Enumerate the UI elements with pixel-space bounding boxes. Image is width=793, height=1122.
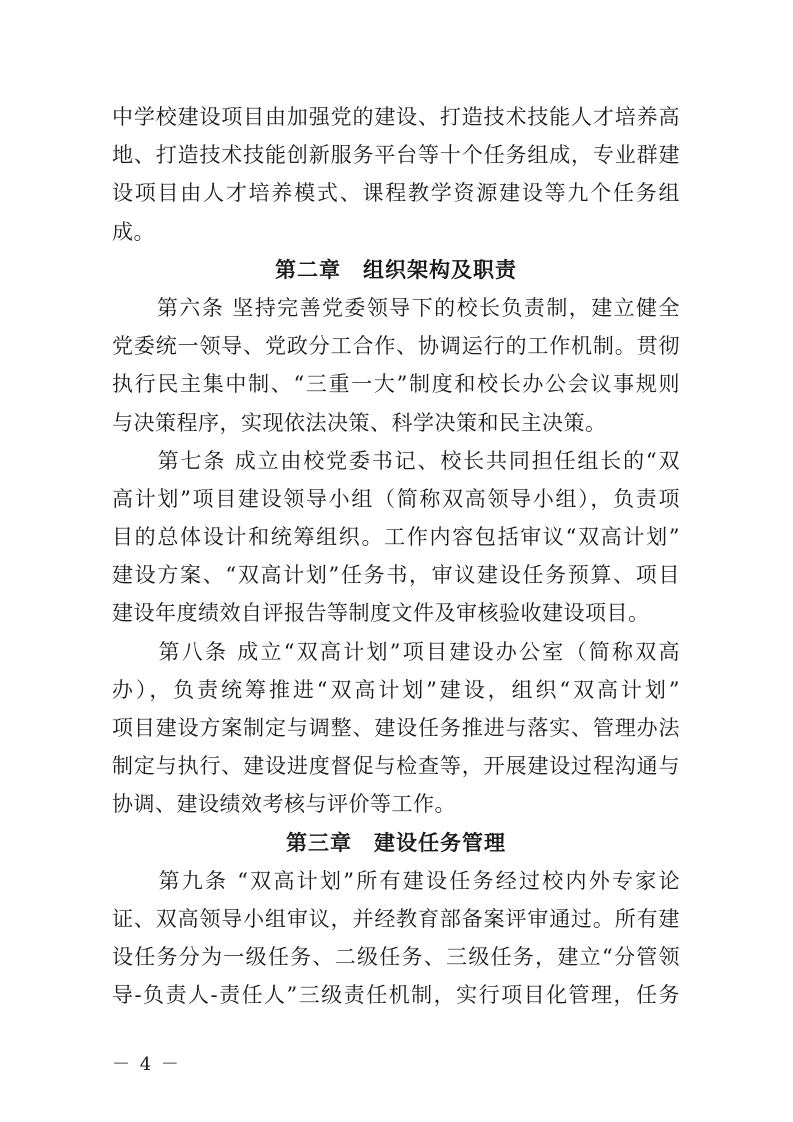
text-line: 执行民主集中制、“三重一大”制度和校长办公会议事规则: [112, 372, 680, 397]
text-line: 导-负责人-责任人”三级责任机制，实行项目化管理，任务: [112, 983, 680, 1008]
text-line: 目的总体设计和统筹组织。工作内容包括审议“双高计划”: [112, 525, 680, 550]
text-line: 第八条 成立“双高计划”项目建设办公室（简称双高: [112, 639, 680, 664]
text-line: 成。: [112, 219, 155, 244]
text-line: 项目建设方案制定与调整、建设任务推进与落实、管理办法: [112, 716, 680, 740]
text-line: 第六条 坚持完善党委领导下的校长负责制，建立健全: [112, 295, 680, 320]
chapter-heading: 第三章 建设任务管理: [286, 830, 506, 855]
paragraph: [112, 98, 680, 251]
paragraph: [112, 862, 680, 1015]
text-line: 协调、建设绩效考核与评价等工作。: [112, 792, 456, 817]
text-line: 第九条 “双高计划”所有建设任务经过校内外专家论: [112, 868, 680, 893]
text-line: 制定与执行、建设进度督促与检查等，开展建设过程沟通与: [112, 754, 680, 779]
page-number: － 4 －: [112, 1054, 181, 1075]
paragraph: [112, 289, 680, 442]
paragraph: [112, 633, 680, 824]
text-line: 建设方案、“双高计划”任务书，审议建设任务预算、项目: [112, 563, 680, 588]
text-line: 中学校建设项目由加强党的建设、打造技术技能人才培养高: [112, 105, 680, 129]
text-line: 设项目由人才培养模式、课程教学资源建设等九个任务组: [112, 181, 680, 206]
text-line: 建设年度绩效自评报告等制度文件及审核验收建设项目。: [112, 601, 650, 626]
text-line: 地、打造技术技能创新服务平台等十个任务组成，专业群建: [112, 143, 680, 168]
text-line: 党委统一领导、党政分工合作、协调运行的工作机制。贯彻: [112, 334, 680, 359]
text-line: 第七条 成立由校党委书记、校长共同担任组长的“双: [112, 448, 680, 473]
chapter-heading: 第二章 组织架构及职责: [275, 257, 517, 282]
document-body: [112, 98, 680, 1015]
text-line: 与决策程序，实现依法决策、科学决策和民主决策。: [112, 410, 607, 435]
text-line: 证、双高领导小组审议，并经教育部备案评审通过。所有建: [112, 906, 680, 931]
text-line: 设任务分为一级任务、二级任务、三级任务，建立“分管领: [112, 945, 680, 970]
paragraph: [112, 442, 680, 633]
text-line: 高计划”项目建设领导小组（简称双高领导小组），负责项: [112, 486, 680, 511]
text-line: 办），负责统筹推进“双高计划”建设，组织“双高计划”: [112, 677, 680, 702]
